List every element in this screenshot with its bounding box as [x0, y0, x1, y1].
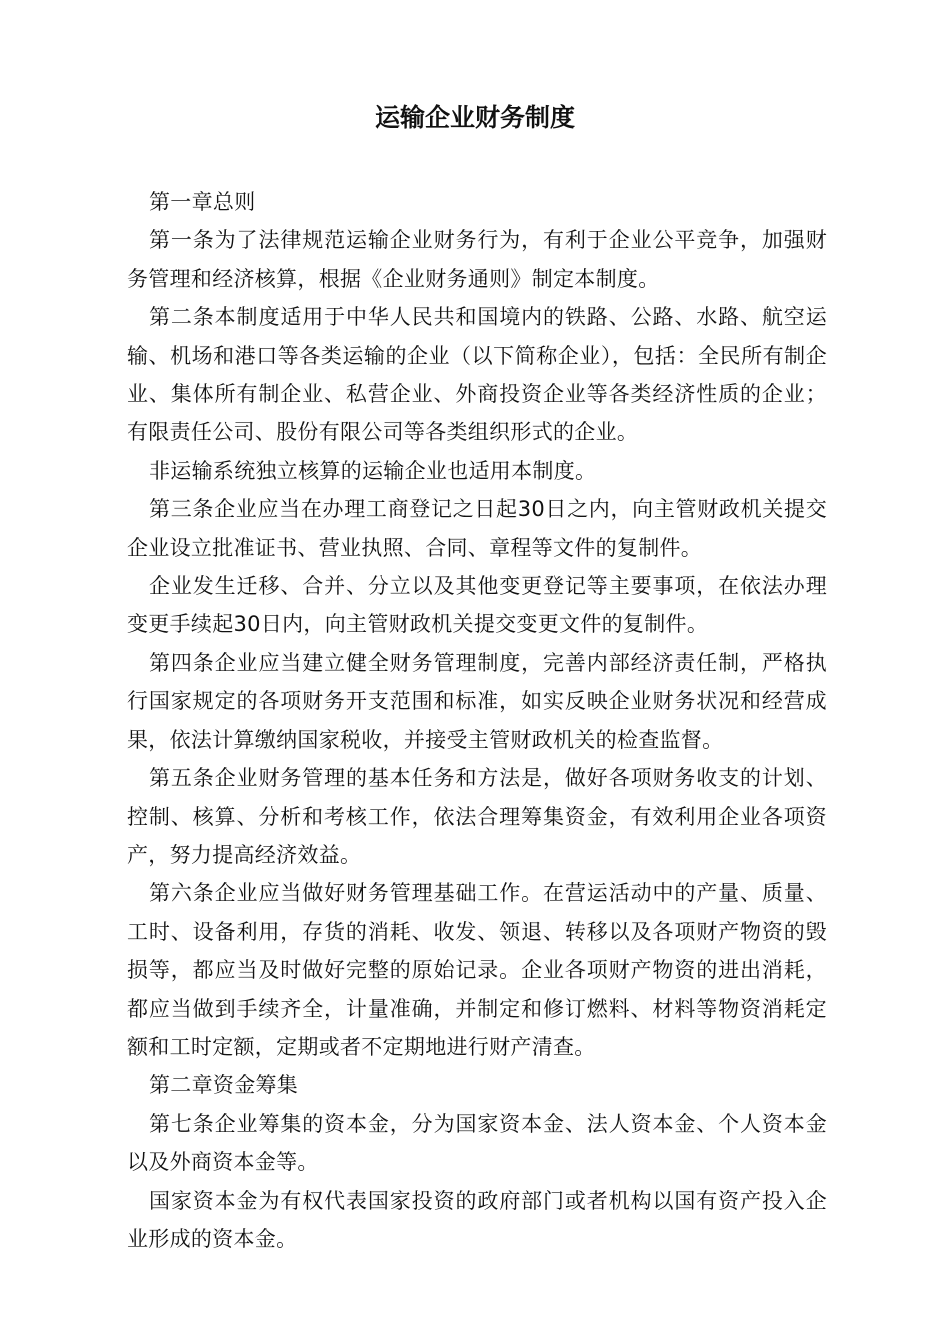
paragraph: 国家资本金为有权代表国家投资的政府部门或者机构以国有资产投入企业形成的资本金。: [127, 1188, 827, 1251]
paragraph: 非运输系统独立核算的运输企业也适用本制度。: [149, 458, 597, 483]
paragraph: 第一条为了法律规范运输企业财务行为，有利于企业公平竞争，加强财务管理和经济核算，根据《企业财务通则》制定本制度。: [127, 228, 827, 291]
document-title: 运输企业财务制度: [374, 103, 575, 132]
paragraph: 第六条企业应当做好财务管理基础工作。在营运活动中的产量、质量、工时、设备利用，存货的消耗、收发、领退、转移以及各项财产物资的毁损等，都应当及时做好完整的原始记录。企业各项财产物资的进出消耗，都应当做到手续齐全，计量准确，并制定和修订燃料、材料等物资消耗定额和工时定额，定期或者不定期地进行财产清查。: [127, 881, 827, 1059]
paragraph: 企业发生迁移、合并、分立以及其他变更登记等主要事项，在依法办理变更手续起30日内，向主管财政机关提交变更文件的复制件。: [127, 574, 827, 637]
paragraph: 第二条本制度适用于中华人民共和国境内的铁路、公路、水路、航空运输、机场和港口等各类运输的企业（以下简称企业），包括：全民所有制企业、集体所有制企业、私营企业、外商投资企业等各类经济性质的企业；有限责任公司、股份有限公司等各类组织形式的企业。: [127, 305, 827, 445]
paragraph: 第五条企业财务管理的基本任务和方法是，做好各项财务收支的计划、控制、核算、分析和考核工作，依法合理筹集资金，有效利用企业各项资产，努力提高经济效益。: [127, 766, 827, 867]
paragraph: 第七条企业筹集的资本金，分为国家资本金、法人资本金、个人资本金以及外商资本金等。: [127, 1111, 827, 1175]
paragraph: 第四条企业应当建立健全财务管理制度，完善内部经济责任制，严格执行国家规定的各项财务开支范围和标准，如实反映企业财务状况和经营成果，依法计算缴纳国家税收，并接受主管财政机关的检查监督。: [127, 650, 827, 752]
chapter-heading: 第二章资金筹集: [149, 1073, 299, 1098]
document-body: [127, 183, 827, 1258]
paragraph: 第三条企业应当在办理工商登记之日起30日之内，向主管财政机关提交企业设立批准证书、营业执照、合同、章程等文件的复制件。: [127, 497, 827, 560]
chapter-heading: 第一章总则: [149, 190, 256, 214]
